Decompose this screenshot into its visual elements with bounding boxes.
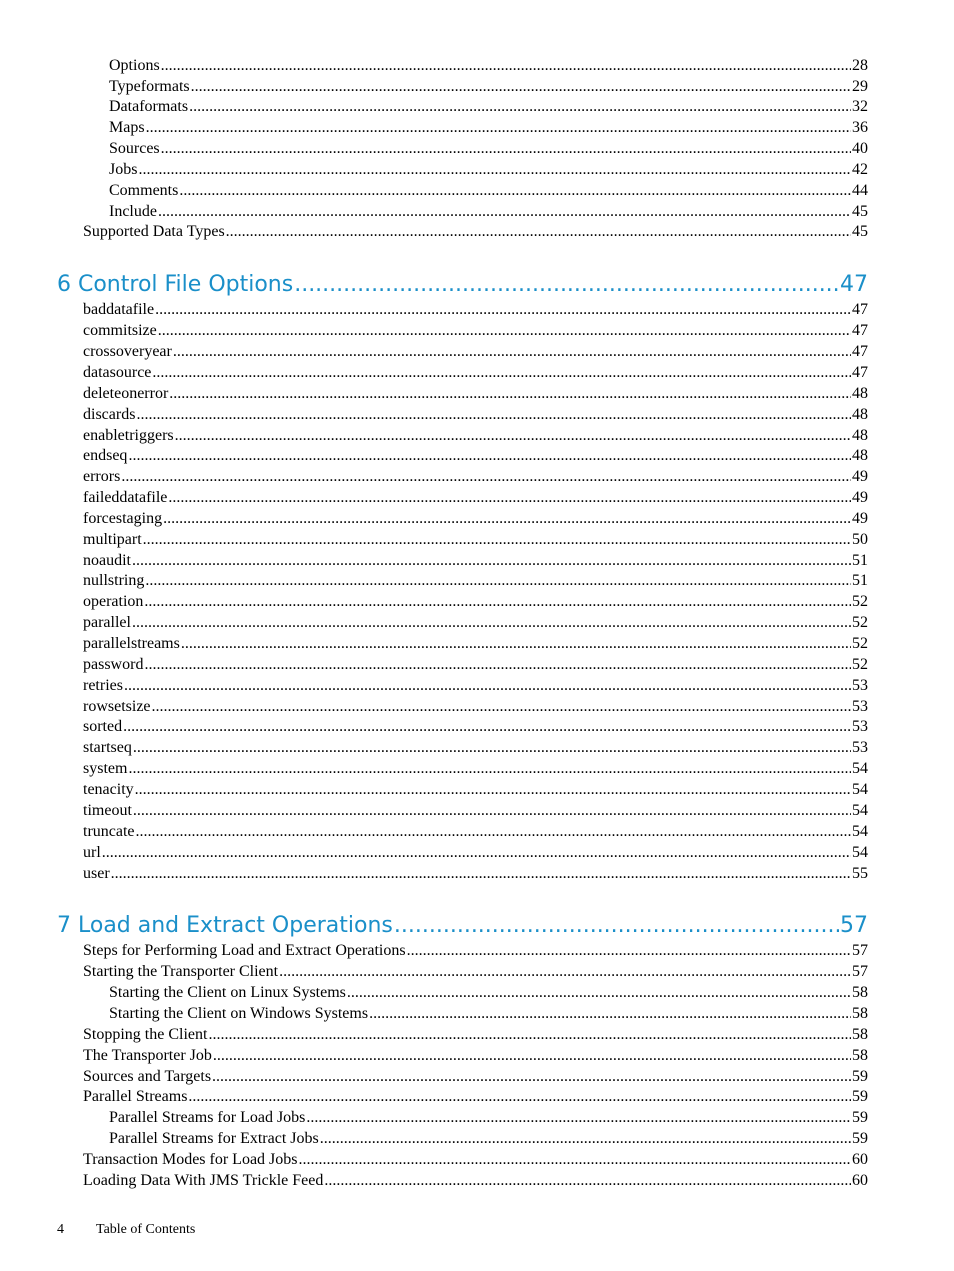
page-number: 47 — [852, 301, 868, 318]
dot-leader — [173, 342, 851, 362]
page-number: 29 — [852, 78, 868, 95]
entry-title: Starting the Client on Linux Systems — [109, 984, 346, 1001]
toc-subentry[interactable] — [109, 181, 868, 201]
toc-subentry[interactable] — [109, 97, 868, 117]
dot-leader — [123, 717, 851, 737]
page-number: 59 — [852, 1088, 868, 1105]
entry-title: Dataformats — [109, 98, 189, 115]
dot-leader — [347, 983, 851, 1003]
footer-page-number: 4 — [57, 1222, 64, 1237]
toc-subentry[interactable] — [109, 139, 868, 159]
toc-entry[interactable] — [83, 509, 868, 529]
entry-title: Include — [109, 203, 157, 220]
toc-entry[interactable] — [83, 300, 868, 320]
page-number: 49 — [852, 468, 868, 485]
entry-title: Loading Data With JMS Trickle Feed — [83, 1172, 324, 1189]
entry-title: nullstring — [83, 572, 145, 589]
dot-leader — [155, 300, 851, 320]
dot-leader — [145, 571, 851, 591]
page-number: 59 — [852, 1068, 868, 1085]
toc-entry[interactable] — [83, 363, 868, 383]
dot-leader — [144, 655, 851, 675]
entry-title: startseq — [83, 739, 132, 756]
page-number: 60 — [852, 1172, 868, 1189]
dot-leader — [320, 1129, 851, 1149]
page-number: 36 — [852, 119, 868, 136]
dot-leader — [121, 467, 851, 487]
entry-title: crossoveryear — [83, 343, 172, 360]
toc-subentry[interactable] — [109, 983, 868, 1003]
page-number: 50 — [852, 531, 868, 548]
dot-leader — [143, 530, 851, 550]
entry-title: Sources — [109, 140, 160, 157]
dot-leader — [158, 202, 851, 222]
dot-leader — [158, 321, 851, 341]
entry-title: Starting the Transporter Client — [83, 963, 279, 980]
dot-leader — [144, 592, 851, 612]
toc-entry[interactable] — [83, 962, 868, 982]
page-number: 42 — [852, 161, 868, 178]
entry-title: truncate — [83, 823, 135, 840]
dot-leader — [152, 363, 851, 383]
page-number: 51 — [852, 572, 868, 589]
toc-entry[interactable] — [83, 759, 868, 779]
entry-title: datasource — [83, 364, 152, 381]
entry-title: Sources and Targets — [83, 1068, 212, 1085]
page-number: 59 — [852, 1130, 868, 1147]
entry-title: password — [83, 656, 144, 673]
page-number: 54 — [852, 823, 868, 840]
page-number: 57 — [852, 963, 868, 980]
entry-title: Parallel Streams for Load Jobs — [109, 1109, 306, 1126]
page-number: 48 — [852, 406, 868, 423]
dot-leader — [132, 551, 851, 571]
page-number: 54 — [852, 802, 868, 819]
toc-subentry[interactable] — [109, 56, 868, 76]
page-number: 53 — [852, 677, 868, 694]
page-number: 52 — [852, 593, 868, 610]
page-number: 49 — [852, 510, 868, 527]
entry-title: Supported Data Types — [83, 223, 225, 240]
dot-leader — [124, 676, 851, 696]
dot-leader — [168, 488, 851, 508]
toc-entry[interactable] — [83, 1025, 868, 1045]
entry-title: baddatafile — [83, 301, 155, 318]
dot-leader — [133, 801, 851, 821]
toc-entry[interactable] — [83, 676, 868, 696]
dot-leader — [226, 222, 851, 242]
toc-entry[interactable] — [83, 571, 868, 591]
toc-entry[interactable] — [83, 801, 868, 821]
entry-title: retries — [83, 677, 123, 694]
dot-leader — [191, 77, 851, 97]
page-number: 45 — [852, 203, 868, 220]
toc-entry[interactable] — [83, 405, 868, 425]
toc-subentry[interactable] — [109, 202, 868, 222]
entry-title: rowsetsize — [83, 698, 151, 715]
toc-entry[interactable] — [83, 1046, 868, 1066]
dot-leader — [136, 405, 851, 425]
dot-leader — [294, 271, 839, 299]
toc-entry[interactable] — [83, 467, 868, 487]
dot-leader — [179, 181, 851, 201]
dot-leader — [138, 160, 851, 180]
toc-entry[interactable] — [83, 342, 868, 362]
entry-title: Steps for Performing Load and Extract Operations — [83, 942, 406, 959]
dot-leader — [369, 1004, 851, 1024]
entry-title: url — [83, 844, 101, 861]
dot-leader — [279, 962, 851, 982]
entry-title: 6 Control File Options — [57, 272, 294, 297]
entry-title: user — [83, 865, 110, 882]
dot-leader — [132, 613, 851, 633]
dot-leader — [181, 634, 851, 654]
page-number: 55 — [852, 865, 868, 882]
dot-leader — [212, 1067, 851, 1087]
toc-entry[interactable] — [83, 222, 868, 242]
entry-title: Maps — [109, 119, 145, 136]
page-number: 53 — [852, 718, 868, 735]
dot-leader — [111, 864, 851, 884]
dot-leader — [208, 1025, 851, 1045]
page-number: 52 — [852, 656, 868, 673]
toc-entry[interactable] — [83, 488, 868, 508]
entry-title: endseq — [83, 447, 128, 464]
dot-leader — [213, 1046, 851, 1066]
page-number: 53 — [852, 698, 868, 715]
dot-leader — [128, 759, 851, 779]
dot-leader — [128, 446, 851, 466]
page-number: 47 — [852, 322, 868, 339]
page-number: 52 — [852, 635, 868, 652]
page-number: 40 — [852, 140, 868, 157]
entry-title: tenacity — [83, 781, 134, 798]
dot-leader — [189, 97, 851, 117]
toc-entry[interactable] — [83, 1087, 868, 1107]
toc-entry[interactable] — [83, 717, 868, 737]
toc-entry[interactable] — [83, 321, 868, 341]
entry-title: Parallel Streams — [83, 1088, 188, 1105]
entry-title: operation — [83, 593, 144, 610]
page-number: 47 — [852, 343, 868, 360]
chapter-heading[interactable] — [57, 912, 868, 940]
dot-leader — [135, 780, 851, 800]
toc-subentry[interactable] — [109, 1004, 868, 1024]
page-number: 53 — [852, 739, 868, 756]
dot-leader — [394, 912, 839, 940]
footer-section-title: Table of Contents — [96, 1222, 196, 1237]
entry-title: system — [83, 760, 128, 777]
entry-title: Stopping the Client — [83, 1026, 208, 1043]
dot-leader — [161, 139, 851, 159]
page-number: 60 — [852, 1151, 868, 1168]
entry-title: parallel — [83, 614, 131, 631]
entry-title: Options — [109, 57, 160, 74]
page-number: 54 — [852, 844, 868, 861]
page-number: 58 — [852, 1026, 868, 1043]
dot-leader — [407, 941, 851, 961]
entry-title: Transaction Modes for Load Jobs — [83, 1151, 298, 1168]
entry-title: faileddatafile — [83, 489, 168, 506]
entry-title: Comments — [109, 182, 179, 199]
toc-entry[interactable] — [83, 1171, 868, 1191]
page-number: 47 — [852, 364, 868, 381]
toc-subentry[interactable] — [109, 160, 868, 180]
page-number: 59 — [852, 1109, 868, 1126]
entry-title: multipart — [83, 531, 142, 548]
toc-entry[interactable] — [83, 530, 868, 550]
page-number: 32 — [852, 98, 868, 115]
dot-leader — [152, 697, 851, 717]
toc-entry[interactable] — [83, 446, 868, 466]
entry-title: The Transporter Job — [83, 1047, 212, 1064]
entry-title: errors — [83, 468, 121, 485]
dot-leader — [146, 118, 851, 138]
dot-leader — [102, 843, 851, 863]
toc-entry[interactable] — [83, 551, 868, 571]
dot-leader — [161, 56, 851, 76]
entry-title: noaudit — [83, 552, 131, 569]
entry-title: Parallel Streams for Extract Jobs — [109, 1130, 319, 1147]
entry-title: commitsize — [83, 322, 157, 339]
dot-leader — [299, 1150, 852, 1170]
page-number: 54 — [852, 781, 868, 798]
page-number: 57 — [852, 942, 868, 959]
entry-title: deleteonerror — [83, 385, 169, 402]
entry-title: enabletriggers — [83, 427, 174, 444]
entry-title: Starting the Client on Windows Systems — [109, 1005, 369, 1022]
dot-leader — [133, 738, 851, 758]
page-number: 28 — [852, 57, 868, 74]
page-number: 44 — [852, 182, 868, 199]
toc-entry[interactable] — [83, 843, 868, 863]
entry-title: Jobs — [109, 161, 138, 178]
chapter-heading[interactable] — [57, 271, 868, 299]
toc-entry[interactable] — [83, 697, 868, 717]
toc-entry[interactable] — [83, 864, 868, 884]
entry-title: sorted — [83, 718, 123, 735]
page-number: 52 — [852, 614, 868, 631]
dot-leader — [188, 1087, 851, 1107]
toc-subentry[interactable] — [109, 77, 868, 97]
page-number: 57 — [840, 913, 868, 938]
dot-leader — [136, 822, 851, 842]
toc-subentry[interactable] — [109, 118, 868, 138]
dot-leader — [324, 1171, 851, 1191]
page-footer — [57, 1222, 195, 1238]
toc-subentry[interactable] — [109, 1108, 868, 1128]
toc-entry[interactable] — [83, 941, 868, 961]
toc-entry[interactable] — [83, 655, 868, 675]
entry-title: Typeformats — [109, 78, 190, 95]
toc-entry[interactable] — [83, 822, 868, 842]
dot-leader — [306, 1108, 851, 1128]
dot-leader — [163, 509, 851, 529]
toc-entry[interactable] — [83, 780, 868, 800]
page-number: 54 — [852, 760, 868, 777]
page-number: 48 — [852, 447, 868, 464]
page-number: 48 — [852, 385, 868, 402]
page-number: 51 — [852, 552, 868, 569]
page-number: 58 — [852, 984, 868, 1001]
page-number: 45 — [852, 223, 868, 240]
toc-entry[interactable] — [83, 1067, 868, 1087]
page-number: 58 — [852, 1005, 868, 1022]
toc-entry[interactable] — [83, 634, 868, 654]
entry-title: parallelstreams — [83, 635, 180, 652]
toc-entry[interactable] — [83, 592, 868, 612]
page-number: 47 — [840, 272, 868, 297]
page-number: 48 — [852, 427, 868, 444]
entry-title: discards — [83, 406, 136, 423]
toc-entry[interactable] — [83, 738, 868, 758]
toc-entry[interactable] — [83, 613, 868, 633]
page-number: 58 — [852, 1047, 868, 1064]
toc-entry[interactable] — [83, 426, 868, 446]
toc-entry[interactable] — [83, 384, 868, 404]
toc-entry[interactable] — [83, 1150, 868, 1170]
entry-title: 7 Load and Extract Operations — [57, 913, 393, 938]
dot-leader — [169, 384, 851, 404]
entry-title: forcestaging — [83, 510, 163, 527]
dot-leader — [175, 426, 851, 446]
page-number: 49 — [852, 489, 868, 506]
toc-subentry[interactable] — [109, 1129, 868, 1149]
entry-title: timeout — [83, 802, 132, 819]
